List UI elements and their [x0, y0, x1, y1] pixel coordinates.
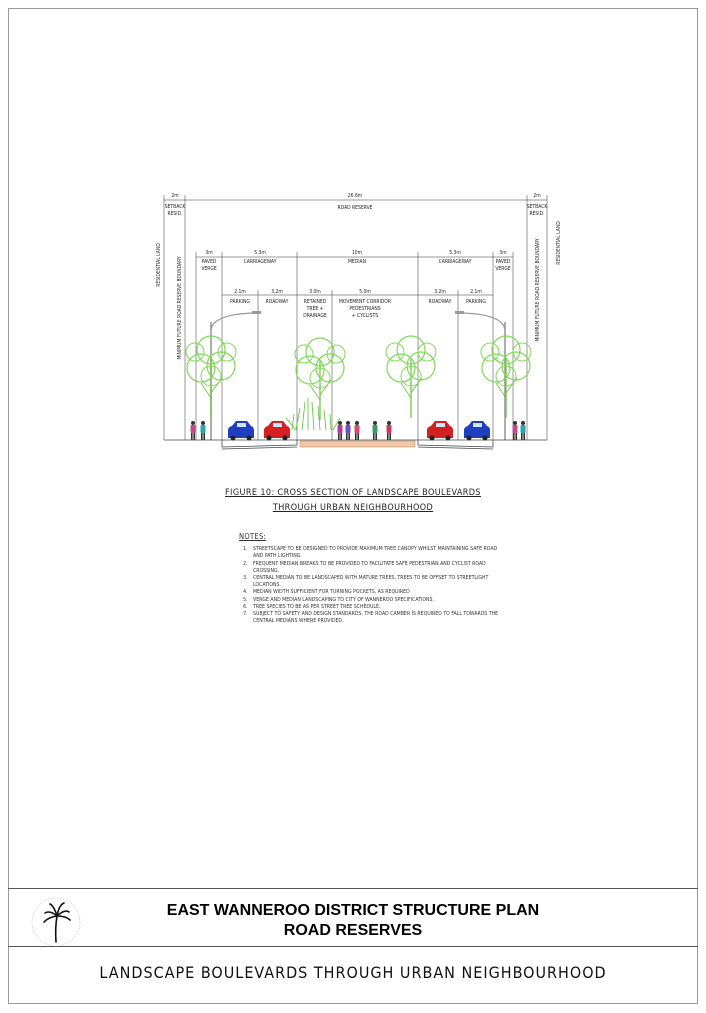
pedestrian: [338, 421, 343, 440]
road-reserve-label: ROAD RESERVE: [337, 205, 373, 211]
verge-tree-right: [481, 336, 531, 418]
retained-label: RETAINED: [303, 299, 327, 305]
plan-title: EAST WANNEROO DISTRICT STRUCTURE PLAN: [166, 902, 540, 919]
median-width: 10m: [351, 250, 363, 256]
pedestrian: [355, 421, 360, 440]
roadway-left-label: ROADWAY: [265, 299, 289, 305]
movement-label: MOVEMENT CORRIDOR: [339, 299, 391, 305]
setback-right-width: 2m: [533, 193, 541, 199]
pedestrian: [513, 421, 518, 440]
boundary-right: MINIMUM FUTURE ROAD RESERVE BOUNDARY: [535, 238, 541, 342]
plan-subtitle: ROAD RESERVES: [283, 922, 423, 939]
parking-right-label: PARKING: [466, 299, 486, 305]
figure-subtitle: THROUGH URBAN NEIGHBOURHOOD: [272, 503, 434, 513]
divider: [8, 888, 698, 889]
carriageway-right-width: 5.3m: [449, 250, 461, 256]
residential-land-right: RESIDENTIAL LAND: [556, 221, 562, 265]
note-item: 5. VERGE AND MEDIAN LANDSCAPING TO CITY OF WANNEROO SPECIFICATIONS.: [249, 597, 499, 604]
verge-left-width: 3m: [205, 250, 213, 256]
figure-title: FIGURE 10: CROSS SECTION OF LANDSCAPE BOULEVARDS: [225, 488, 481, 498]
movement-label-2: PEDESTRIANS: [349, 306, 381, 312]
notes-heading: NOTES:: [239, 532, 267, 541]
overall-width: 26.6m: [347, 193, 363, 199]
car-blue-right: [464, 421, 490, 441]
car-red-left: [264, 421, 290, 441]
setback-left-label-2: RESID.: [167, 211, 183, 217]
car-blue-left: [228, 421, 254, 441]
parking-left-width: 2.1m: [234, 289, 246, 295]
street-light-right: [455, 311, 505, 440]
roadway-right-width: 3.2m: [434, 289, 446, 295]
sheet-title: LANDSCAPE BOULEVARDS THROUGH URBAN NEIGHBOURHOOD: [99, 963, 607, 982]
retained-width: 3.0m: [309, 289, 321, 295]
note-item: 2. FREQUENT MEDIAN BREAKS TO BE PROVIDED TO FACILITATE SAFE PEDESTRIAN AND CYCLIST ROAD CROSSING.: [249, 561, 499, 575]
setback-left-width: 2m: [171, 193, 179, 199]
roadway-right-label: ROADWAY: [428, 299, 452, 305]
pedestrian: [346, 421, 351, 440]
car-red-right: [427, 421, 453, 441]
cyclist: [373, 421, 378, 440]
median-tree-right: [386, 336, 436, 418]
parking-left-label: PARKING: [230, 299, 250, 305]
verge-right-label: PAVED: [495, 259, 511, 265]
movement-width: 5.0m: [359, 289, 371, 295]
boundary-left: MINIMUM FUTURE ROAD RESERVE BOUNDARY: [177, 256, 183, 360]
divider: [8, 946, 698, 947]
pedestrian: [191, 421, 196, 440]
pedestrian: [521, 421, 526, 440]
note-item: 4. MEDIAN WIDTH SUFFICIENT FOR TURNING POCKETS, AS REQUIRED: [249, 589, 499, 596]
verge-left-label: PAVED: [201, 259, 217, 265]
setback-left-label: SETBACK: [164, 204, 186, 210]
residential-land-left: RESIDENTIAL LAND: [156, 243, 162, 287]
cross-section-diagram: [0, 0, 706, 460]
carriageway-right-label: CARRIAGEWAY: [438, 259, 472, 265]
pedestrian: [387, 421, 392, 440]
retained-label-2: TREE +: [306, 306, 324, 312]
notes-block: [239, 533, 499, 625]
carriageway-left-label: CARRIAGEWAY: [243, 259, 277, 265]
verge-right-label-2: VERGE: [495, 266, 511, 272]
title-block: [8, 888, 698, 1004]
median-label: MEDIAN: [348, 259, 366, 265]
verge-left-label-2: VERGE: [201, 266, 217, 272]
note-item: 1. STREETSCAPE TO BE DESIGNED TO PROVIDE MAXIMUM TREE CANOPY WHILST MAINTAINING SAFE ROAD AND PATH LIGHTING.: [249, 546, 499, 560]
parking-right-width: 2.1m: [470, 289, 482, 295]
pedestrian: [201, 421, 206, 440]
street-light-left: [211, 311, 261, 440]
roadway-left-width: 3.2m: [271, 289, 283, 295]
verge-right-width: 3m: [499, 250, 507, 256]
median-strip: [300, 441, 415, 447]
note-item: 6. TREE SPECIES TO BE AS PER STREET TREE SCHEDULE.: [249, 604, 499, 611]
movement-label-3: + CYCLISTS: [351, 313, 379, 319]
setback-right-label: SETBACK: [526, 204, 548, 210]
setback-right-label-2: RESID.: [529, 211, 545, 217]
note-item: 7. SUBJECT TO SAFETY AND DESIGN STANDARDS, THE ROAD CAMBER IS REQUIRED TO FALL TOWARDS THE CENTRAL MEDIANS WHERE PROVIDED.: [249, 611, 499, 625]
note-item: 3. CENTRAL MEDIAN TO BE LANDSCAPED WITH MATURE TREES, TREES TO BE OFFSET TO STREETLIGHT LOCATIONS.: [249, 575, 499, 589]
median-tree-left: [295, 338, 345, 420]
retained-label-3: DRAINAGE: [303, 313, 327, 319]
carriageway-left-width: 5.3m: [254, 250, 266, 256]
